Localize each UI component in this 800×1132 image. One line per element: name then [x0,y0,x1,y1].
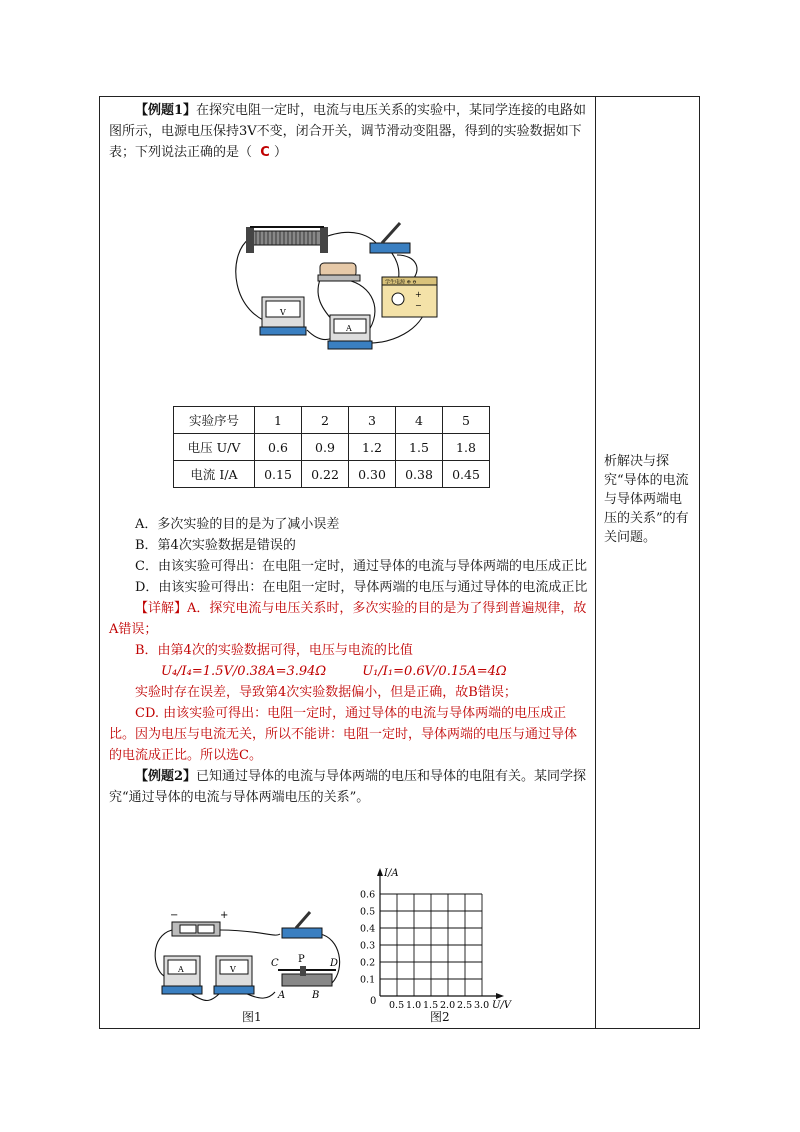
table-cell: 1.5 [396,434,443,461]
svg-text:+: + [220,910,229,921]
rheostat [271,954,338,1001]
svg-text:B: B [312,990,320,1001]
svg-text:A: A [178,965,184,974]
x-tick-label: 2.0 [440,1000,456,1011]
y-tick-label: 0.4 [360,923,376,935]
ammeter [328,315,372,349]
circuit-diagram-1 [222,215,442,355]
x-axis-label: U/V [492,1000,512,1011]
example-1-tag: 【例题1】 [135,103,197,118]
switch [370,223,410,253]
solution-line-4: CD. 由该实验可得出：电阻一定时，通过导体的电流与导体两端的电压成正比。因为电压与电流无关，所以不能讲：电阻一定时，导体两端的电压与通过导体的电流成正比。所以选C。 [109,706,578,763]
y-tick-label: 0.5 [360,906,376,918]
options-and-solution [109,514,589,808]
table-cell: 电流 I/A [174,461,255,488]
solution-formula-1: U₄/I₄=1.5V/0.38A=3.94Ω [161,664,327,679]
table-cell: 实验序号 [174,407,255,434]
column-divider [595,96,596,1029]
y-tick-label: 0.6 [360,889,376,901]
figure-1-caption: 图1 [242,1010,262,1024]
option-d: D．由该实验可得出：在电阻一定时，导体两端的电压与通过导体的电流成正比 [135,580,588,595]
table-cell: 0.6 [255,434,302,461]
table-cell: 0.30 [349,461,396,488]
table-cell: 1 [255,407,302,434]
option-a: A．多次实验的目的是为了减小误差 [135,517,340,532]
table-cell: 1.8 [443,434,490,461]
x-tick-label: 0.5 [389,1000,405,1011]
table-cell: 0.22 [302,461,349,488]
x-tick-label: 3.0 [474,1000,490,1011]
data-table [173,406,490,488]
solution-tag: 【详解】 [135,601,188,616]
graph-grid [352,862,522,1012]
option-b: B．第4次实验数据是错误的 [135,538,296,553]
x-tick-label: 1.0 [406,1000,422,1011]
example-2-text: 已知通过导体的电流与导体两端的电压和导体的电阻有关。某同学探究“通过导体的电流与导体两端电压的关系”。 [109,769,587,805]
table-cell: 4 [396,407,443,434]
example-1-answer: C [260,145,270,160]
solution-formula-2: U₁/I₁=0.6V/0.15A=4Ω [362,664,507,679]
side-note: 析解决与探究“导体的电流与导体两端电压的关系”的有关问题。 [604,454,689,545]
example-1-text-end: ） [273,145,287,160]
table-cell: 0.9 [302,434,349,461]
y-tick-label: 0.1 [360,974,376,986]
example-2-tag: 【例题2】 [135,769,197,784]
resistor [318,263,360,281]
svg-text:V: V [280,308,286,317]
x-tick-label: 1.5 [423,1000,439,1011]
svg-text:A: A [278,990,286,1001]
table-row [174,461,490,488]
table-cell: 电压 U/V [174,434,255,461]
table-cell: 0.45 [443,461,490,488]
voltmeter [260,297,306,335]
svg-text:A: A [346,324,352,333]
rheostat [246,227,328,253]
table-cell: 2 [302,407,349,434]
battery-holder [170,910,228,936]
example-1-stem [109,100,589,163]
table-cell: 5 [443,407,490,434]
solution-line-3: 实验时存在误差，导致第4次实验数据偏小，但是正确，故B错误； [135,685,517,700]
table-cell: 0.38 [396,461,443,488]
table-cell: 1.2 [349,434,396,461]
table-row [174,407,490,434]
figure-2-caption: 图2 [430,1010,450,1024]
table-row [174,434,490,461]
svg-text:+: + [415,290,422,299]
circuit-diagram-2 [150,908,350,1008]
svg-text:C: C [271,958,279,969]
solution-line-1: A．探究电流与电压关系时，多次实验的目的是为了得到普遍规律，故A错误； [109,601,587,637]
origin-label: 0 [370,996,377,1007]
ammeter [162,956,202,994]
table-cell: 3 [349,407,396,434]
solution-line-2: B．由第4次的实验数据可得，电压与电流的比值 [135,643,413,658]
svg-text:−: − [415,301,422,310]
power-supply [382,277,437,317]
example-1-text: 在探究电阻一定时，电流与电压关系的实验中，某同学连接的电路如图所示，电源电压保持3V不变，闭合开关，调节滑动变阻器，得到的实验数据如下表；下列说法正确的是（ [109,103,587,160]
svg-text:D: D [330,958,339,969]
svg-text:V: V [230,965,236,974]
svg-text:P: P [298,954,305,965]
voltmeter [214,956,254,994]
x-tick-label: 2.5 [457,1000,473,1011]
switch [282,912,322,938]
power-panel-label: 学生电源 ⊕ ⊖ [385,279,417,286]
y-tick-label: 0.3 [360,940,376,952]
option-c: C．由该实验可得出：在电阻一定时，通过导体的电流与导体两端的电压成正比 [135,559,587,574]
table-cell: 0.15 [255,461,302,488]
y-tick-label: 0.2 [360,957,376,969]
y-axis-label: I/A [384,868,399,879]
svg-text:−: − [170,910,179,921]
